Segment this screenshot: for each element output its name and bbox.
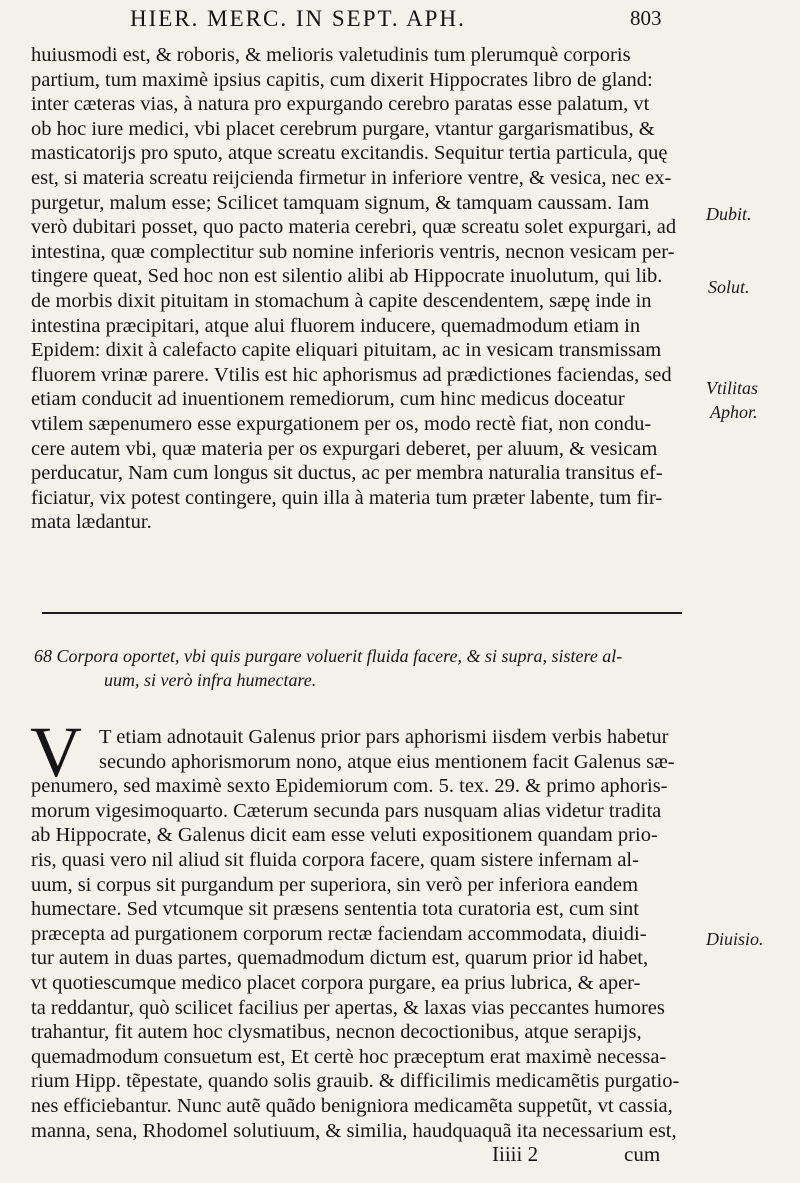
text-line: ta reddantur, quò scilicet facilius per apertas, & laxas vias peccantes humores xyxy=(31,996,665,1019)
text-line: fluorem vrinæ parere. Vtilis est hic aphorismus ad prædictiones faciendas, sed xyxy=(31,363,672,386)
text-line: de morbis dixit pituitam in stomachum à capite descendentem, sæpę inde in xyxy=(31,289,652,312)
text-line: humectare. Sed vtcumque sit præsens sententia tota curatoria est, cum sint xyxy=(31,898,640,921)
running-head: HIER. MERC. IN SEPT. APH. xyxy=(130,6,466,31)
text-line: ris, quasi vero nil aliud sit fluida corpora facere, quam sistere infernam al- xyxy=(31,848,639,871)
text-line: cere autem vbi, quæ materia per os expurgari deberet, per aluum, & vesicam xyxy=(31,437,658,460)
margin-note-aphor: Aphor. xyxy=(710,402,758,422)
text-line: mata lædantur. xyxy=(31,511,152,534)
commentary-text-block xyxy=(31,725,691,1143)
text-line: verò dubitari posset, quo pacto materia cerebri, quæ screatu solet expurgari, ad xyxy=(31,216,677,239)
margin-note-solut: Solut. xyxy=(708,277,750,297)
text-line: ab Hippocrate, & Galenus dicit eam esse veluti expositionem quandam prio- xyxy=(31,824,658,847)
text-line: præcepta ad purgationem corporum rectæ faciendam accommodata, diuidi- xyxy=(31,922,647,945)
text-line: rium Hipp. tẽpestate, quando solis grauib. & difficilimis medicamẽtis purgatio- xyxy=(31,1070,680,1093)
text-line: trahantur, fit autem hoc clysmatibus, necnon decoctionibus, atque serapijs, xyxy=(31,1021,642,1044)
text-line: uum, si corpus sit purgandum per superiora, sin verò per inferiora eandem xyxy=(31,873,639,896)
page-number: 803 xyxy=(630,6,662,30)
text-line: tingere queat, Sed hoc non est silentio alibi ab Hippocrate inuolutum, qui lib. xyxy=(31,265,663,288)
aphorism-text: Corpora oportet, vbi quis purgare voluerit fluida facere, & si supra, sistere al- xyxy=(56,646,623,666)
text-line: purgetur, malum esse; Scilicet tamquam signum, & tamquam caussam. Iam xyxy=(31,191,650,214)
text-line: morum vigesimoquarto. Cæterum secunda pars nusquam alias videtur tradita xyxy=(31,799,662,822)
text-line: manna, sena, Rhodomel solutiuum, & similia, haudquaquã ita necessarium est, xyxy=(31,1119,677,1142)
text-line: Epidem: dixit à calefacto capite eliquari pituitam, ac in vesicam transmissam xyxy=(31,339,662,362)
margin-note-dubit: Dubit. xyxy=(706,204,752,224)
text-line: ob hoc iure medici, vbi placet cerebrum purgare, vtantur gargarismatibus, & xyxy=(31,117,655,140)
drop-cap: V xyxy=(30,712,82,792)
section-rule xyxy=(42,612,682,614)
commentary-text-block xyxy=(31,43,691,535)
catchword: cum xyxy=(624,1142,661,1166)
aphorism-heading xyxy=(34,644,674,692)
aphorism-line xyxy=(34,644,674,668)
text-line: perducatur, Nam cum longus sit ductus, ac per membra naturalia transitus ef- xyxy=(31,462,663,485)
text-line: partium, tum maximè ipsius capitis, cum dixerit Hippocrates libro de gland: xyxy=(31,68,653,91)
text-line: etiam conducit ad inuentionem remediorum, cum hinc medicus doceatur xyxy=(31,388,625,411)
text-line: vt quotiescumque medico placet corpora purgare, ea prius lubrica, & aper- xyxy=(31,971,641,994)
text-line: ficiatur, vix potest contingere, quin illa à materia tum præter labente, tum fir- xyxy=(31,486,663,509)
signature-mark: Iiiii 2 xyxy=(492,1142,539,1166)
text-line: secundo aphorismorum nono, atque eius mentionem facit Galenus sæ- xyxy=(99,750,675,773)
text-line: huiusmodi est, & roboris, & melioris valetudinis tum plerumquè corporis xyxy=(31,44,631,66)
text-line: inter cæteras vias, à natura pro expurgando cerebro paratas esse palatum, vt xyxy=(31,93,650,116)
text-line: vtilem sæpenumero esse expurgationem per os, modo rectè fiat, non condu- xyxy=(31,412,652,435)
margin-note-diuisio: Diuisio. xyxy=(706,929,764,949)
text-line: penumero, sed maximè sexto Epidemiorum com. 5. tex. 29. & primo aphoris- xyxy=(31,775,668,798)
margin-note-utilitas: Vtilitas xyxy=(706,378,759,398)
text-line: masticatorijs pro sputo, atque screatu excitandis. Sequitur tertia particula, quę xyxy=(31,142,668,165)
text-line: intestina, quæ complectitur sub nomine inferioris ventris, necnon vesicam per- xyxy=(31,240,675,263)
aphorism-number: 68 xyxy=(34,646,52,666)
text-line: nes efficiebantur. Nunc autẽ quãdo benigniora medicamẽta suppetũt, vt cassia, xyxy=(31,1094,673,1117)
text-line: intestina præcipitari, atque alui fluorem inducere, quemadmodum etiam in xyxy=(31,314,641,337)
text-line: est, si materia screatu reijcienda firmetur in inferiore ventre, & vesica, nec ex- xyxy=(31,166,672,189)
text-line: tur autem in duas partes, quemadmodum dictum est, quarum prior id habet, xyxy=(31,947,649,970)
aphorism-line: uum, si verò infra humectare. xyxy=(104,670,317,690)
text-line: T etiam adnotauit Galenus prior pars aphorismi iisdem verbis habetur xyxy=(99,726,669,748)
text-line: quemadmodum consuetum est, Et certè hoc præceptum erat maximè necessa- xyxy=(31,1045,667,1068)
